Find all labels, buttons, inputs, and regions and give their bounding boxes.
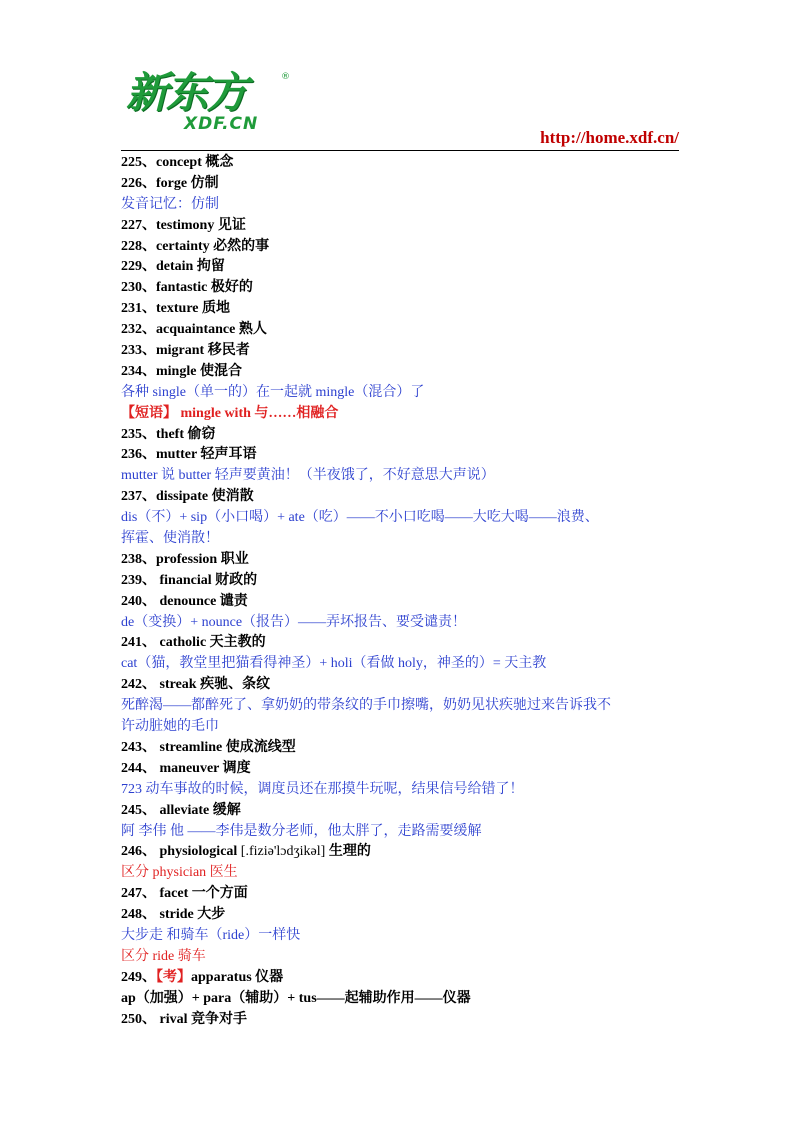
memory-note: 阿 李伟 他 ——李伟是数分老师，他太胖了，走路需要缓解	[121, 823, 482, 839]
logo-registered-mark: ®	[281, 72, 290, 82]
xdf-logo	[126, 70, 291, 142]
entry-phonetic: [.fiziə'lɔdʒikəl]	[240, 844, 326, 860]
vocabulary-list	[121, 153, 691, 1030]
vocab-entry	[121, 842, 691, 863]
memory-note: cat（猫，教堂里把猫看得神圣）+ holi（看做 holy，神圣的）= 天主教	[121, 656, 547, 672]
memory-note: mutter 说 butter 轻声要黄油！（半夜饿了，不好意思大声说）	[121, 468, 495, 484]
vocab-entry: 232、acquaintance 熟人	[121, 322, 267, 338]
vocab-entry: 236、mutter 轻声耳语	[121, 447, 257, 463]
vocab-entry: 227、testimony 见证	[121, 217, 246, 233]
phrase-note: 【短语】 mingle with 与……相融合	[121, 405, 339, 421]
header-divider	[121, 150, 679, 151]
vocab-entry	[121, 968, 691, 989]
vocab-entry: 234、mingle 使混合	[121, 363, 242, 379]
header-url-link[interactable]: http://home.xdf.cn/	[540, 128, 679, 147]
distinguish-note: 区分 ride 骑车	[121, 948, 206, 964]
vocab-entry: 238、profession 职业	[121, 551, 249, 567]
vocab-entry: 245、 alleviate 缓解	[121, 802, 241, 818]
vocab-entry: 229、detain 拘留	[121, 259, 225, 275]
entry-meaning: 生理的	[325, 844, 371, 860]
memory-note: 各种 single（单一的）在一起就 mingle（混合）了	[121, 384, 425, 400]
logo-chinese-text: 新东方	[126, 68, 247, 117]
distinguish-note: 区分 physician 医生	[121, 865, 238, 881]
memory-note: 死醉渴——都醉死了、拿奶奶的带条纹的手巾擦嘴，奶奶见状疾驰过来告诉我不	[121, 698, 611, 714]
vocab-entry: 242、 streak 疾驰、条纹	[121, 677, 271, 693]
memory-note: de（变换）+ nounce（报告）——弄坏报告、要受谴责！	[121, 614, 467, 630]
memory-note: 挥霍、使消散！	[121, 531, 219, 547]
vocab-entry: 230、fantastic 极好的	[121, 280, 253, 296]
exam-tag: 【考】	[156, 969, 191, 985]
vocab-entry: 250、 rival 竞争对手	[121, 1011, 247, 1027]
entry-number: 249、	[121, 969, 156, 985]
vocab-entry: 225、concept 概念	[121, 155, 234, 170]
vocab-entry: 240、 denounce 谴责	[121, 593, 248, 609]
vocab-entry: 248、 stride 大步	[121, 907, 226, 923]
vocab-entry: 244、 maneuver 调度	[121, 760, 251, 776]
vocab-entry: 241、 catholic 天主教的	[121, 635, 266, 651]
vocab-entry: 239、 financial 财政的	[121, 572, 258, 588]
entry-word: apparatus 仪器	[191, 969, 284, 985]
logo-english-text: XDF.CN	[184, 114, 259, 134]
vocab-entry: 228、certainty 必然的事	[121, 238, 270, 254]
memory-note: 许动脏她的毛巾	[121, 719, 219, 735]
memory-note: 发音记忆：仿制	[121, 196, 219, 212]
vocab-entry: ap（加强）+ para（辅助）+ tus——起辅助作用——仪器	[121, 990, 471, 1006]
vocab-entry: 231、texture 质地	[121, 301, 230, 317]
vocab-entry: 233、migrant 移民者	[121, 343, 250, 359]
memory-note: dis（不）+ sip（小口喝）+ ate（吃）——不小口吃喝——大吃大喝——浪费、	[121, 510, 599, 526]
vocab-entry: 235、theft 偷窃	[121, 426, 216, 442]
memory-note: 723 动车事故的时候，调度员还在那摸牛玩呢，结果信号给错了！	[121, 781, 524, 797]
vocab-entry: 226、forge 仿制	[121, 175, 219, 191]
vocab-entry: 243、 streamline 使成流线型	[121, 739, 296, 755]
memory-note: 大步走 和骑车（ride）一样快	[121, 927, 301, 943]
entry-word: 246、 physiological	[121, 844, 241, 860]
vocab-entry: 247、 facet 一个方面	[121, 886, 248, 902]
vocab-entry: 237、dissipate 使消散	[121, 489, 254, 505]
